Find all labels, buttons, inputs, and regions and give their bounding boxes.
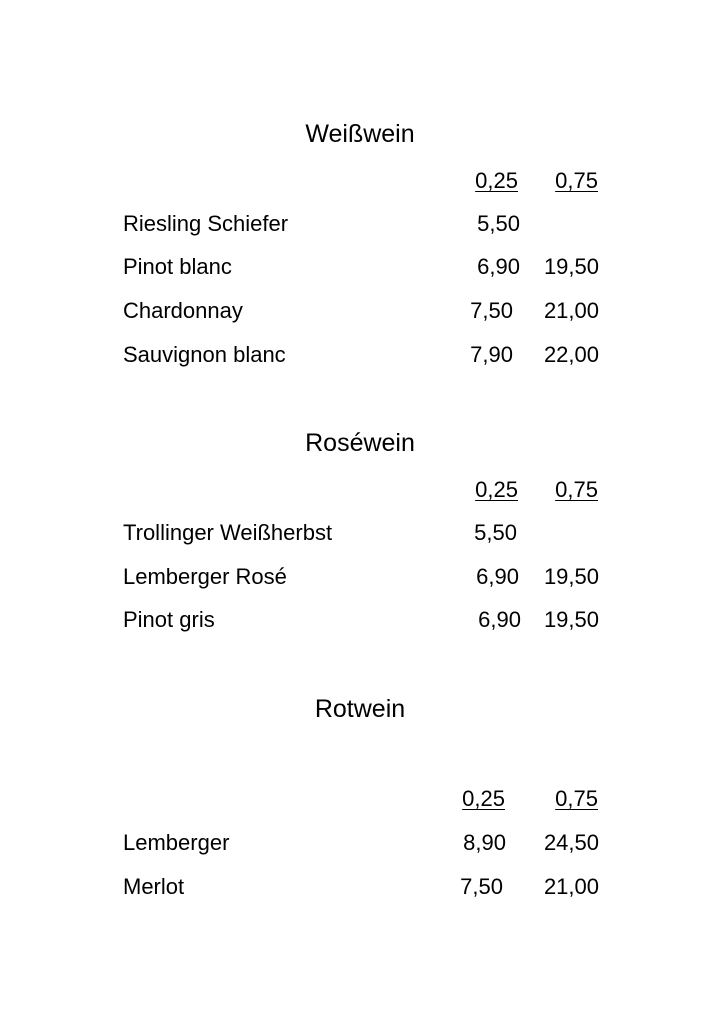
wine-name: Trollinger Weißherbst [123,520,333,545]
price-small: 7,50 [470,298,513,323]
column-header-large: 0,75 [555,477,598,502]
column-header-small: 0,25 [475,477,518,502]
price-small: 6,90 [476,564,519,589]
price-large: 22,00 [543,342,599,367]
wine-name: Pinot blanc [123,254,232,279]
price-large: 24,50 [543,830,599,855]
price-large: 21,00 [543,298,599,323]
price-small: 6,90 [477,254,520,279]
wine-name: Chardonnay [123,298,243,323]
wine-name: Riesling Schiefer [123,211,289,236]
price-large: 19,50 [543,607,599,632]
wine-name: Lemberger Rosé [123,564,287,589]
column-header-small: 0,25 [462,786,505,811]
price-small: 5,50 [474,520,517,545]
price-large: 19,50 [543,564,599,589]
price-small: 8,90 [463,830,506,855]
price-small: 6,90 [478,607,521,632]
wine-name: Sauvignon blanc [123,342,286,367]
section-title-weisswein: Weißwein [305,120,415,148]
column-header-small: 0,25 [475,168,518,193]
wine-name: Merlot [123,874,185,899]
wine-name: Lemberger [123,830,230,855]
wine-name: Pinot gris [123,607,215,632]
price-small: 7,50 [460,874,503,899]
column-header-large: 0,75 [555,786,598,811]
section-title-rotwein: Rotwein [314,695,406,723]
price-large: 19,50 [543,254,599,279]
price-small: 5,50 [477,211,520,236]
section-title-rosewein: Roséwein [305,429,415,457]
price-large: 21,00 [543,874,599,899]
price-small: 7,90 [470,342,513,367]
column-header-large: 0,75 [555,168,598,193]
